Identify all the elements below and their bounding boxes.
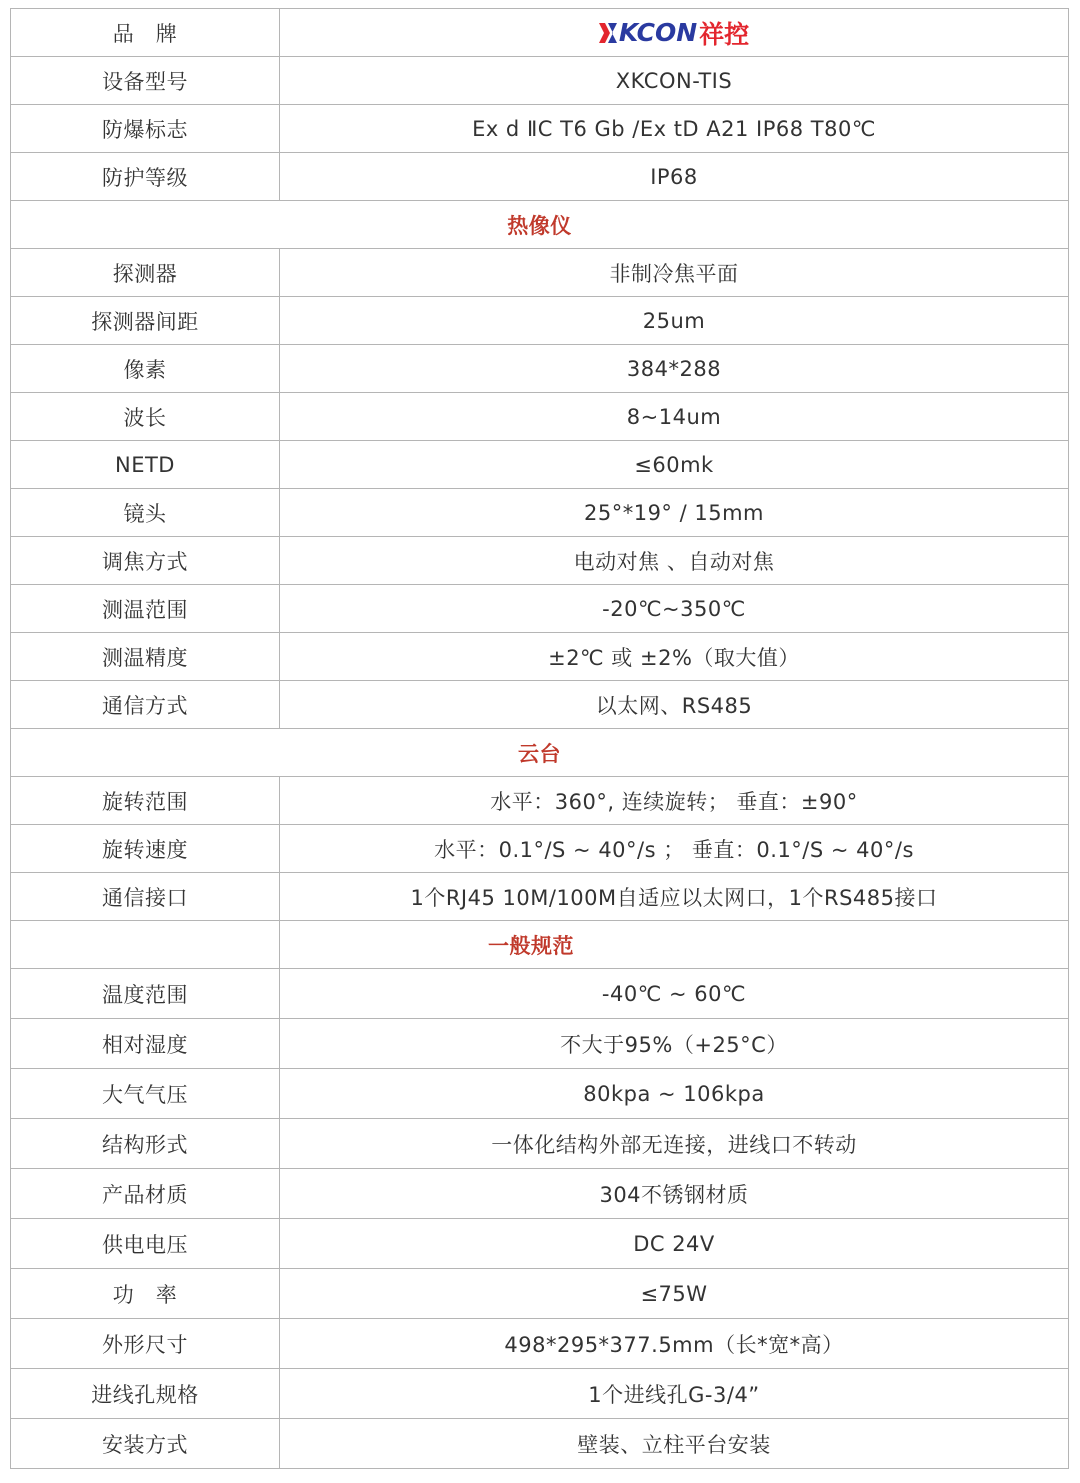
spec-key: 旋转速度 <box>11 825 280 873</box>
spec-value: 一体化结构外部无连接，进线口不转动 <box>280 1119 1069 1169</box>
table-row <box>11 825 1069 873</box>
table-row <box>11 441 1069 489</box>
spec-value: 以太网、RS485 <box>280 681 1069 729</box>
spec-key: 波长 <box>11 393 280 441</box>
spec-key: 通信方式 <box>11 681 280 729</box>
ptz-rows <box>11 777 1069 921</box>
spec-value: 电动对焦 、自动对焦 <box>280 537 1069 585</box>
table-row <box>11 345 1069 393</box>
table-row <box>11 153 1069 201</box>
table-row <box>11 585 1069 633</box>
spec-key: 大气气压 <box>11 1069 280 1119</box>
spec-value: 25um <box>280 297 1069 345</box>
brand-logo-cn: 祥控 <box>699 19 750 49</box>
table-row <box>11 1369 1069 1419</box>
table-row <box>11 537 1069 585</box>
spec-value: -20℃~350℃ <box>280 585 1069 633</box>
table-row <box>11 777 1069 825</box>
spec-key: 温度范围 <box>11 969 280 1019</box>
spec-value: 498*295*377.5mm（长*宽*高） <box>280 1319 1069 1369</box>
spec-key: 安装方式 <box>11 1419 280 1469</box>
spec-sheet <box>10 8 1068 1469</box>
spec-value: 水平：360°, 连续旋转； 垂直：±90° <box>280 777 1069 825</box>
spec-key: 外形尺寸 <box>11 1319 280 1369</box>
section-general <box>11 921 1069 969</box>
spec-key: 旋转范围 <box>11 777 280 825</box>
xk-logo-icon <box>599 23 617 43</box>
spec-key: 防护等级 <box>11 153 280 201</box>
spec-table <box>10 8 1069 1469</box>
section-header-row <box>11 201 1069 249</box>
spec-key: 调焦方式 <box>11 537 280 585</box>
table-row <box>11 1219 1069 1269</box>
spec-value: IP68 <box>280 153 1069 201</box>
brand-logo-cell <box>280 9 1069 57</box>
section-title-thermal: 热像仪 <box>11 201 1069 249</box>
spec-value: XKCON-TIS <box>280 57 1069 105</box>
table-row <box>11 249 1069 297</box>
general-rows <box>11 969 1069 1469</box>
spec-value: 25°*19° / 15mm <box>280 489 1069 537</box>
table-row <box>11 1169 1069 1219</box>
table-row <box>11 105 1069 153</box>
spec-value: 80kpa ~ 106kpa <box>280 1069 1069 1119</box>
table-row <box>11 969 1069 1019</box>
table-row <box>11 57 1069 105</box>
spec-value: 1个进线孔G-3/4” <box>280 1369 1069 1419</box>
table-row <box>11 633 1069 681</box>
table-row <box>11 873 1069 921</box>
spec-key: 通信接口 <box>11 873 280 921</box>
spec-key: 品 牌 <box>11 9 280 57</box>
spec-key: 相对湿度 <box>11 1019 280 1069</box>
spec-key: 探测器间距 <box>11 297 280 345</box>
spec-key: 防爆标志 <box>11 105 280 153</box>
section-thermal <box>11 201 1069 249</box>
section-title-general: 一般规范 <box>280 921 1069 969</box>
brand-logo <box>599 15 749 51</box>
spec-value: 304不锈钢材质 <box>280 1169 1069 1219</box>
spec-value: ±2℃ 或 ±2%（取大值） <box>280 633 1069 681</box>
spec-value: 8~14um <box>280 393 1069 441</box>
table-row <box>11 1419 1069 1469</box>
spec-key: 功 率 <box>11 1269 280 1319</box>
spec-value: 非制冷焦平面 <box>280 249 1069 297</box>
thermal-rows <box>11 249 1069 729</box>
spec-value: ≤75W <box>280 1269 1069 1319</box>
table-row <box>11 1319 1069 1369</box>
spec-value: 不大于95%（+25°C） <box>280 1019 1069 1069</box>
spec-value: 384*288 <box>280 345 1069 393</box>
spec-value: DC 24V <box>280 1219 1069 1269</box>
table-row <box>11 489 1069 537</box>
spec-key: 测温精度 <box>11 633 280 681</box>
section-header-row <box>11 921 1069 969</box>
spec-value: 水平：0.1°/S ~ 40°/s ； 垂直：0.1°/S ~ 40°/s <box>280 825 1069 873</box>
spec-key: 镜头 <box>11 489 280 537</box>
spec-value: Ex d ⅡC T6 Gb /Ex tD A21 IP68 T80℃ <box>280 105 1069 153</box>
table-row <box>11 1269 1069 1319</box>
spec-value: ≤60mk <box>280 441 1069 489</box>
spec-key: 进线孔规格 <box>11 1369 280 1419</box>
spec-key: 产品材质 <box>11 1169 280 1219</box>
spec-value: 壁装、立柱平台安装 <box>280 1419 1069 1469</box>
table-row <box>11 681 1069 729</box>
spec-key: 探测器 <box>11 249 280 297</box>
spec-key: 结构形式 <box>11 1119 280 1169</box>
section-title-ptz: 云台 <box>11 729 1069 777</box>
section-header-row <box>11 729 1069 777</box>
section-empty-cell <box>11 921 280 969</box>
spec-key: 像素 <box>11 345 280 393</box>
spec-key: 设备型号 <box>11 57 280 105</box>
spec-value: -40℃ ~ 60℃ <box>280 969 1069 1019</box>
spec-key: NETD <box>11 441 280 489</box>
table-row <box>11 297 1069 345</box>
spec-key: 测温范围 <box>11 585 280 633</box>
table-row <box>11 393 1069 441</box>
top-rows <box>11 57 1069 201</box>
table-row <box>11 1119 1069 1169</box>
section-ptz <box>11 729 1069 777</box>
table-row <box>11 1019 1069 1069</box>
brand-logo-latin: KCON <box>618 18 698 47</box>
spec-key: 供电电压 <box>11 1219 280 1269</box>
table-row-brand <box>11 9 1069 57</box>
spec-value: 1个RJ45 10M/100M自适应以太网口，1个RS485接口 <box>280 873 1069 921</box>
table-row <box>11 1069 1069 1119</box>
